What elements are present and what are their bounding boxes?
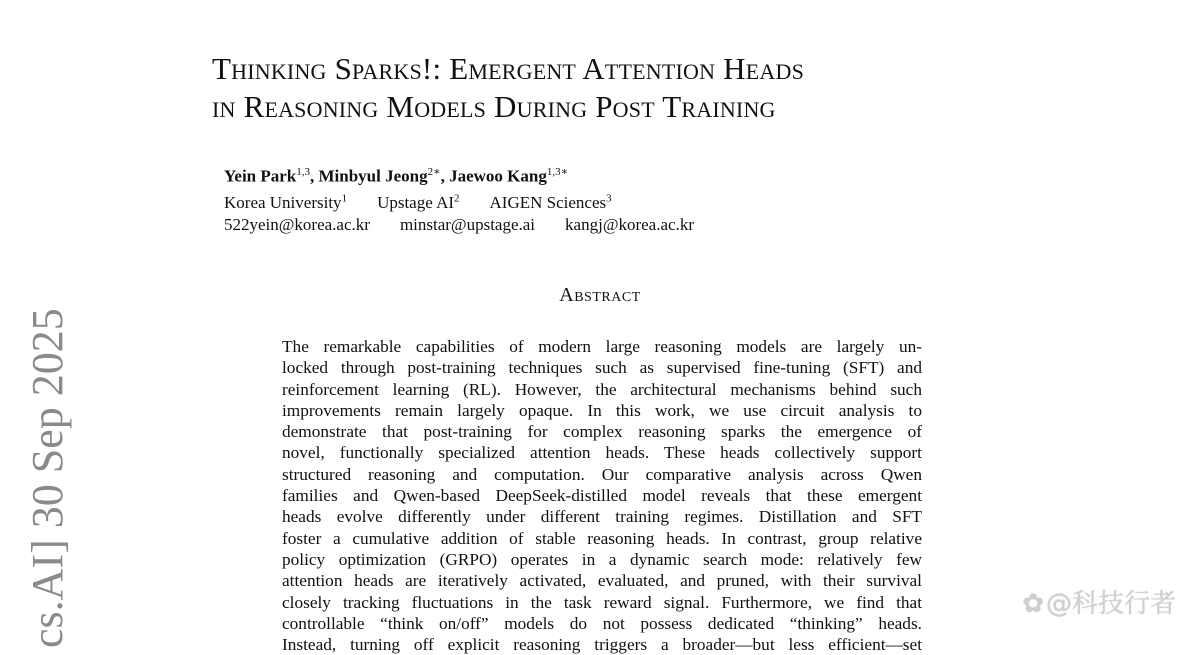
title-line-2: in Reasoning Models During Post Training: [212, 89, 776, 124]
author-names: Yein Park$^{1,3}$, Minbyul Jeong$^{2∗}$, Jaewoo Kang$^{1,3∗}$: [224, 166, 569, 186]
affiliation-name: Korea University: [224, 193, 342, 213]
email: 522yein@korea.ac.kr: [224, 215, 370, 235]
abstract-line: attention heads are iteratively activated, evaluated, and pruned, with their survival: [282, 571, 922, 591]
abstract-line: locked through post-training techniques such as supervised fine-tuning (SFT) and: [282, 358, 922, 378]
affiliation: [377, 193, 459, 212]
affiliation: [224, 193, 347, 212]
abstract-heading: Abstract: [559, 284, 641, 306]
affiliation-name: Upstage AI: [377, 193, 455, 213]
email: kangj@korea.ac.kr: [565, 215, 694, 235]
abstract-line: structured reasoning and computation. Our comparative analysis across Qwen: [282, 464, 922, 484]
abstract-line: Instead, turning off explicit reasoning triggers a broader—but less efficient—set: [282, 635, 922, 655]
abstract-line: controllable “think on/off” models do not possess dedicated “thinking” heads.: [282, 613, 922, 633]
arxiv-stamp: cs.AI] 30 Sep 2025: [23, 308, 72, 648]
author-name: Yein Park: [224, 166, 297, 186]
author-block: [224, 161, 1024, 236]
affiliation-superscript: 1: [341, 192, 348, 205]
email: minstar@upstage.ai: [399, 215, 536, 235]
paper-title: [212, 50, 1112, 126]
affiliation-superscript: 2: [454, 192, 460, 205]
abstract-line: policy optimization (GRPO) operates in a dynamic search mode: relatively few: [282, 549, 922, 569]
author-superscript: 1,3∗: [546, 166, 569, 178]
abstract-line: demonstrate that post-training for complex reasoning sparks the emergence of: [282, 422, 922, 442]
abstract-line: closely tracking fluctuations in the task reward signal. Furthermore, we find that: [282, 592, 922, 612]
watermark: [1022, 586, 1176, 622]
author-superscript: 1,3: [296, 166, 310, 178]
abstract-line: families and Qwen-based DeepSeek-distilled model reveals that these emergent: [282, 486, 922, 506]
abstract-line: novel, functionally specialized attention heads. These heads collectively support: [282, 443, 922, 463]
abstract-line: heads evolve differently under different training regimes. Distillation and SFT: [282, 507, 922, 527]
abstract-line: The remarkable capabilities of modern large reasoning models are largely un-: [282, 337, 922, 356]
abstract-line: foster a cumulative addition of stable reasoning heads. In contrast, group relative: [282, 528, 922, 548]
flower-logo-icon: ✿: [1022, 589, 1044, 619]
affiliation: [490, 193, 612, 212]
author-name: Minbyul Jeong: [318, 166, 428, 186]
abstract-line: improvements remain largely opaque. In this work, we use circuit analysis to: [282, 400, 922, 420]
title-line-1: Thinking Sparks!: Emergent Attention Heads: [212, 51, 805, 86]
affiliations: [224, 188, 1024, 215]
emails: [224, 214, 1024, 236]
abstract-body: [282, 336, 922, 655]
author-superscript: 2∗: [427, 166, 441, 178]
watermark-text: @科技行者: [1045, 589, 1176, 619]
affiliation-name: AIGEN Sciences: [489, 193, 607, 213]
author-name: Jaewoo Kang: [449, 166, 547, 186]
abstract-line: reinforcement learning (RL). However, the architectural mechanisms behind such: [282, 379, 922, 399]
affiliation-superscript: 3: [606, 192, 612, 205]
